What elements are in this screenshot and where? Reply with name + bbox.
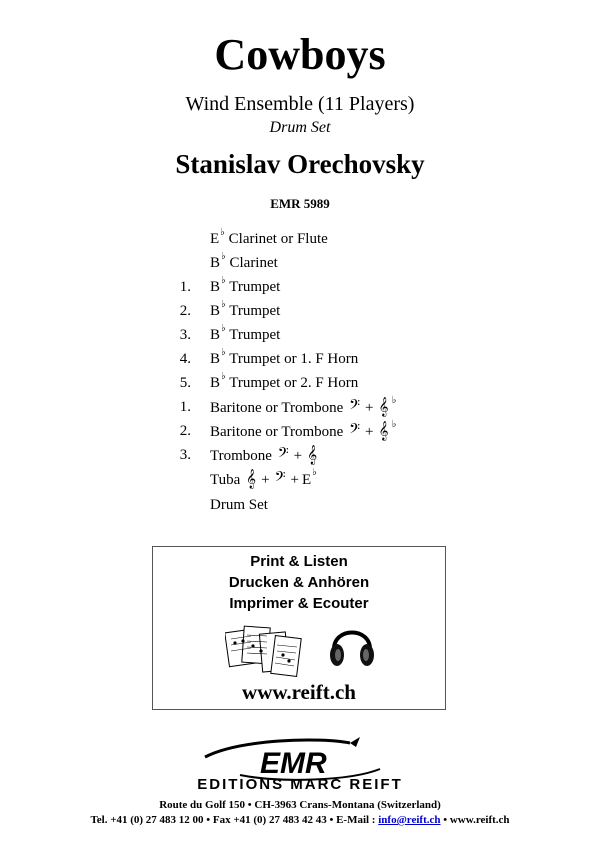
instrument-name xyxy=(210,347,358,371)
instrument-row xyxy=(0,323,600,347)
instrument-row xyxy=(0,419,600,443)
e-flat-letter: E xyxy=(301,472,312,488)
instrument-name-start: B xyxy=(210,279,221,295)
instrument-number: 3. xyxy=(179,447,191,463)
promo-line-english: Print & Listen xyxy=(250,553,348,570)
instrument-name xyxy=(210,251,278,275)
flat-sign-icon: ♭ xyxy=(221,299,226,310)
sheet-music-icon xyxy=(225,623,303,681)
flat-sign-icon: ♭ xyxy=(221,323,226,334)
contact-website: • www.reift.ch xyxy=(440,814,510,826)
website-url[interactable]: www.reift.ch xyxy=(242,680,356,704)
flat-sign-icon: ♭ xyxy=(221,275,226,286)
instrument-row xyxy=(0,443,600,467)
plus-sign: + xyxy=(261,472,270,488)
instrument-name xyxy=(210,443,319,468)
instrument-name xyxy=(210,467,317,492)
instrument-number: 2. xyxy=(179,303,191,319)
plus-sign: + xyxy=(365,400,374,416)
instrument-name-start: Drum Set xyxy=(210,497,268,513)
instrument-number: 5. xyxy=(179,375,191,391)
plus-sign: + xyxy=(365,424,374,440)
treble-clef-icon: 𝄞 xyxy=(378,421,389,441)
instrument-name-start: B xyxy=(210,303,221,319)
instrument-row xyxy=(0,371,600,395)
instrument-number: 2. xyxy=(179,423,191,439)
instrument-name xyxy=(210,493,268,517)
promo-line-french: Imprimer & Ecouter xyxy=(229,595,369,612)
treble-clef-icon: 𝄞 xyxy=(307,445,318,465)
bass-clef-icon: 𝄢 xyxy=(274,469,286,489)
instrument-row xyxy=(0,251,600,275)
instrument-row xyxy=(0,467,600,491)
email-link[interactable]: info@reift.ch xyxy=(378,814,441,826)
instrument-name-rest: Trumpet xyxy=(229,327,281,343)
instrument-name-start: Baritone or Trombone xyxy=(210,424,344,440)
bass-clef-icon: 𝄢 xyxy=(349,397,361,417)
bass-clef-icon: 𝄢 xyxy=(277,445,289,465)
instrument-name-start: B xyxy=(210,327,221,343)
instrument-name xyxy=(210,395,396,420)
flat-sign-icon: ♭ xyxy=(312,467,317,478)
instrument-row xyxy=(0,395,600,419)
publisher-name: EDITIONS MARC REIFT xyxy=(197,776,403,793)
instrument-number: 1. xyxy=(179,279,191,295)
score-title: Cowboys xyxy=(214,30,386,79)
instrument-row xyxy=(0,347,600,371)
plus-sign: + xyxy=(293,448,303,464)
instrument-name-rest: Trumpet or 1. F Horn xyxy=(229,351,359,367)
instrument-name xyxy=(210,275,280,299)
instrument-row xyxy=(0,227,600,251)
instrument-name-start: E xyxy=(210,231,220,247)
instrument-name-rest: Trumpet or 2. F Horn xyxy=(229,375,359,391)
treble-clef-icon: 𝄞 xyxy=(246,469,257,489)
instrument-number: 1. xyxy=(179,399,191,415)
bass-clef-icon: 𝄢 xyxy=(349,421,361,441)
instrument-name-start: Tuba xyxy=(210,472,241,488)
instrument-row xyxy=(0,275,600,299)
instrument-name-rest: Clarinet xyxy=(229,255,278,271)
instrument-name-rest: Trumpet xyxy=(229,303,281,319)
instrument-name-start: Baritone or Trombone xyxy=(210,400,344,416)
instrument-name-start: B xyxy=(210,255,221,271)
catalog-number: EMR 5989 xyxy=(270,196,330,211)
promo-line-german: Drucken & Anhören xyxy=(228,574,370,591)
flat-sign-icon: ♭ xyxy=(391,395,397,406)
instrument-name xyxy=(210,419,396,444)
publisher-address: Route du Golf 150 • CH-3963 Crans-Montana (Switzerland) xyxy=(159,799,441,811)
instrument-row xyxy=(0,493,600,517)
instrument-number: 4. xyxy=(179,351,191,367)
ensemble-subtitle: Wind Ensemble (11 Players) xyxy=(185,93,415,115)
logo-mark-text: EMR xyxy=(260,747,327,780)
flat-sign-icon: ♭ xyxy=(221,251,226,262)
treble-clef-icon: 𝄞 xyxy=(378,397,389,417)
instrument-name xyxy=(210,299,280,323)
plus-sign: + xyxy=(290,472,299,488)
instrument-name xyxy=(210,371,358,395)
instrument-name-start: B xyxy=(210,375,221,391)
instrument-name-start: B xyxy=(210,351,221,367)
instrument-number: 3. xyxy=(179,327,191,343)
instrument-name-rest: Clarinet or Flute xyxy=(228,231,328,247)
instrument-name xyxy=(210,323,280,347)
instrument-name xyxy=(210,227,328,251)
flat-sign-icon: ♭ xyxy=(391,419,397,430)
part-name: Drum Set xyxy=(269,119,331,136)
flat-sign-icon: ♭ xyxy=(220,227,225,238)
instrument-row xyxy=(0,299,600,323)
contact-phone-fax: Tel. +41 (0) 27 483 12 00 • Fax +41 (0) 27 483 42 43 • E-Mail : xyxy=(90,814,379,826)
flat-sign-icon: ♭ xyxy=(221,371,226,382)
flat-sign-icon: ♭ xyxy=(221,347,226,358)
headphones-icon xyxy=(328,619,376,671)
publisher-contact xyxy=(0,814,600,827)
instrument-name-rest: Trumpet xyxy=(229,279,281,295)
print-listen-box xyxy=(152,546,446,710)
composer-name: Stanislav Orechovsky xyxy=(175,149,425,179)
instrument-name-start: Trombone xyxy=(210,448,272,464)
